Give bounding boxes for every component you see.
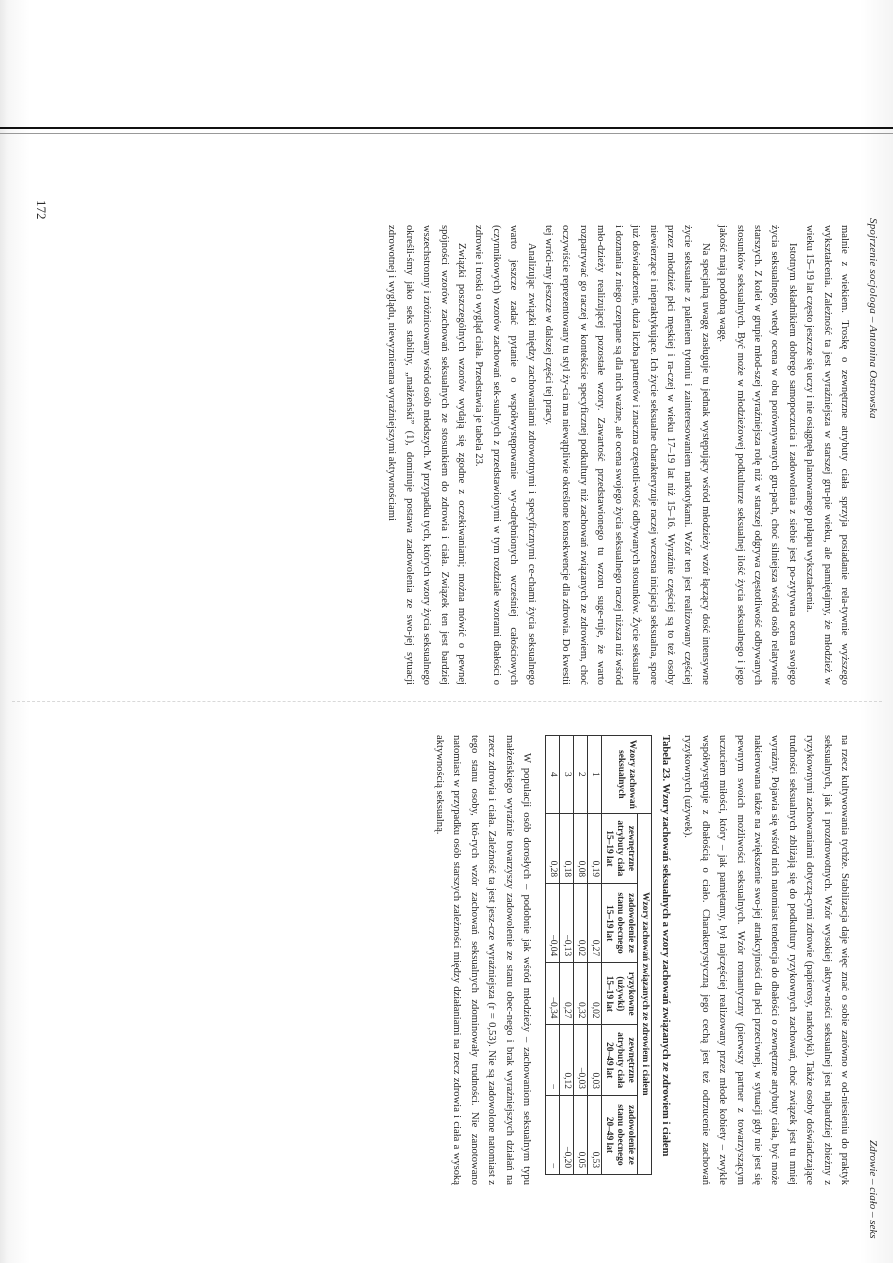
paragraph: Związki poszczególnych wzorów wydają się zgodne z oczekiwaniami; można mówić o pewnej spójności wzorów zachowań seksualnych ze stosunkiem do zdrowia i ciała. Związek ten jest bardziej wszechstronny i zróżnicowany wśród osób młodszych. W przypadku tych, których wzory życia seksualnego określi-śmy jako seks stabilny, „małżeński” (1), dominuje postawa zadowolenia ze swo-jej sytuacji zdrowotnej i wyglądu, niewyznierana wyraźniejszymi aktywnościami — [386, 225, 468, 685]
paragraph: Analizując związki między zachowaniami zdrowotnymi i specyficznymi ce-chami życia seksualnego warto jeszcze zadać pytanie o współwystępowanie wy-odrębnionych wcześniej całościowych (czynnikowych) wzorów zachowań sek-sualnych z przedstawionymi w tym rozdziale wzorami dbałości o zdrowie i troski o wygląd ciała. Przedstawia je tabela 23. — [473, 225, 537, 685]
table-caption: Tabela 23. Wzory zachowań seksualnych a wzory zachowań związanych ze zdrowiem i ciałem — [659, 735, 671, 1157]
table-cell: 0,27 — [559, 963, 573, 1025]
paragraph: W populacji osób dorosłych – podobnie jak wśród młodzieży – zachowaniom seksualnym typu małżeńskiego wyraźnie towarzyszy zadowolenie ze stanu obec-nego i brak wyraźniejszych działań na rzecz zdrowia i ciała. Zależność ta jest jesz-cze wyraźniejsza (r = 0,53). Nie są zadowolone natomiast z tego stanu osoby, któ-rych wzór zachowań seksualnych zdominowały trudności. Nie zanotowano natomiast w przypadku osób starszych zależności między działaniami na rzecz zdrowia i ciała a wysoką aktywnością seksualną. — [433, 735, 532, 1185]
row-id: 1 — [587, 736, 601, 814]
table-cell: –0,20 — [559, 1095, 573, 1174]
row-id: 3 — [559, 736, 573, 814]
table-row — [559, 736, 573, 1175]
paragraph: Na specjalną uwagę zasługuje tu jednak występujący wśród młodzieży wzór łączący dość intensywne życie seksualne z paleniem tytoniu i zainteresowaniem narkotykami. Wzór ten jest realizowany częściej przez młodzież płci męskiej i ra-czej w wieku 17–19 lat niż 15–16. Wyraźnie częściej są to też osoby niewierzące i niepraktykujące. Ich życie seksualne charakteryzuje raczej wczesna inicjacja seksualna, spore już doświadczenie, duża liczba partnerów i znaczna częstotli-wość odbywanych stosunków. Życie seksualne i doznania z niego czerpane są dla nich ważne, ale ocena swojego życia seksualnego raczej niższa niż wśród mło-dzieży realizującej pozostałe wzory. Zawartość przedstawionego tu wzoru suge-ruje, że warto rozpatrywać go raczej w kontekście specyficznej podkultury niż zachowań związanych ze zdrowiem, choć oczywiście reprezentowany tu styl ży-cia ma niewątpliwie określone konsekwencje dla zdrowia. Do kwestii tej wróci-my jeszcze w dalszej części tej pracy. — [543, 225, 711, 685]
right-text-column — [431, 735, 854, 1185]
table-cell: 0,32 — [573, 963, 587, 1025]
data-table — [545, 735, 652, 1175]
column-header: zewnętrzne atrybuty ciała 20–49 lat — [601, 1025, 637, 1095]
paragraph: Istotnym składnikiem dobrego samopoczucia i zadowolenia z siebie jest po-zytywna ocena swojego życia seksualnego, wtedy ocena w obu porównywanych gru-pach, choć silniejsza wśród osób relatywnie starszych. Z kolei w grupie młod-szej wyraźniejsza rolę niż w starszej odgrywa częstotliwość odbywanych stosunków seksualnych. Być może w młodzieżowej podkulturze seksualnej ilość życia seksualnego i jego jakość mają podobną wagę. — [717, 225, 798, 685]
paragraph: na rzecz kultywowania tychże. Stabilizacja daje więc znać o sobie zarówno w od-niesieniu do praktyk seksualnych, jak i prozdrowotnych. Wzór wysokiej aktyw-ności seksualnej jest najbardziej zbieżny z ryzykownymi zachowaniami dotyczą-cymi zdrowie (papierosy, narkotyki). Także osoby doświadczające trudności seksualnych zbliżają się do podkultury ryzykownych zachowań, choć związek jest tu mniej wyraźny. Pojawia się wśród nich natomiast tendencja do dbałości o zewnętrzne atrybuty ciała, być może nakierowana także na zwiększenie swo-jej atrakcyjności dla płci przeciwnej, w sytuacji gdy nie jest się pewnym swoich możliwości seksualnych. Wzór romantyczny (pierwszy partner z towarzyszącym uczuciem miłości, który – jak pamiętamy, był najczęściej realizowany przez młode kobiety – zwykle współwystępuje z dbałością o ciało. Charakterystyczną jego cechą jest też odrzucenie zachowań ryzykownych (używek). — [682, 735, 850, 1185]
table-cell: 0,18 — [559, 813, 573, 883]
paragraph: malnie z wiekiem. Troskę o zewnętrzne atrybuty ciała sprzyja posiadanie rela-tywnie wyższego wykształcenia. Zależność ta jest wyraźniejsza w starszej gru-pie wieku, ale pamiętajmy, że młodzież w wieku 15–19 lat często jeszcze się uczy i nie osiągnęła planowanego pułapu wykształcenia. — [804, 225, 850, 685]
column-header: zadowolenie ze stanu obecnego 20–49 lat — [601, 1095, 637, 1174]
row-id: 2 — [573, 736, 587, 814]
table-cell: – — [545, 1095, 559, 1174]
table-cell: 0,12 — [559, 1025, 573, 1095]
column-header: ryzykowne (używki) 15–19 lat — [601, 963, 637, 1025]
table-cell: 0,19 — [587, 813, 601, 883]
table-cell: 0,08 — [573, 813, 587, 883]
running-header-right: Zdrowie – ciało – seks — [867, 1140, 879, 1239]
table-cell: 0,53 — [587, 1095, 601, 1174]
column-group-header: Wzory zachowań związanych ze zdrowiem i ciałem — [637, 813, 651, 1174]
table-row — [573, 736, 587, 1175]
table-cell: – — [545, 1025, 559, 1095]
page-number: 172 — [34, 200, 49, 220]
table-cell: –0,34 — [545, 963, 559, 1025]
table-cell: 0,03 — [587, 1025, 601, 1095]
running-header-left: Spojrzenie socjologa – Antonina Ostrowska — [867, 218, 879, 419]
row-header: Wzory zachowań seksualnych — [601, 736, 651, 814]
table-cell: 0,05 — [573, 1095, 587, 1174]
table-cell: 0,02 — [587, 963, 601, 1025]
table-cell: –0,13 — [559, 884, 573, 963]
left-text-column — [383, 225, 853, 685]
row-id: 4 — [545, 736, 559, 814]
column-header: zadowolenie ze stanu obecnego 15–19 lat — [601, 884, 637, 963]
table-cell: 0,02 — [573, 884, 587, 963]
table-row — [545, 736, 559, 1175]
table-cell: 0,27 — [587, 884, 601, 963]
table-cell: 0,28 — [545, 813, 559, 883]
table-row — [587, 736, 601, 1175]
column-header: zewnętrzne atrybuty ciała 15–19 lat — [601, 813, 637, 883]
table-cell: –0,04 — [545, 884, 559, 963]
table-cell: –0,03 — [573, 1025, 587, 1095]
